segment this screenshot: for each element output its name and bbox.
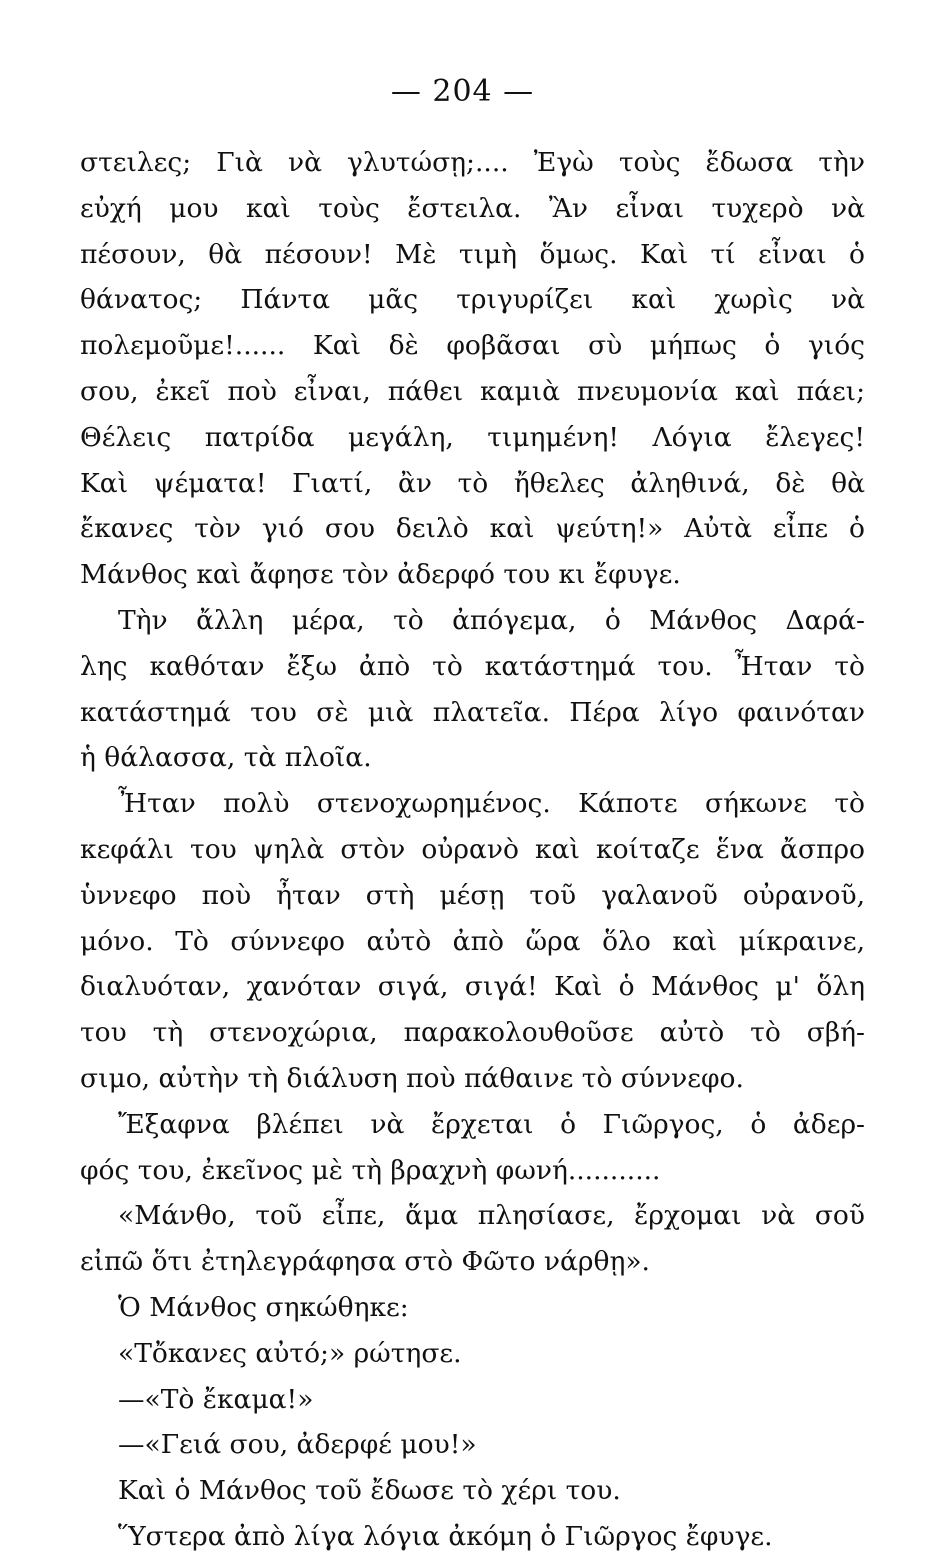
- text-line: «Τὄκανες αὐτό;» ρώτησε.: [118, 1337, 462, 1369]
- text-line: Ἔξαφνα βλέπει νὰ ἔρχεται ὁ Γιῶργος, ὁ ἀδερ-: [118, 1108, 865, 1140]
- text-line: ἔκανες τὸν γιό σου δειλὸ καὶ ψεύτη!» Αὐτὰ εἶπε ὁ: [80, 513, 865, 545]
- text-line: μόνο. Τὸ σύννεφο αὐτὸ ἀπὸ ὥρα ὅλο καὶ μίκραινε,: [80, 925, 865, 957]
- text-line: Μάνθος καὶ ἄφησε τὸν ἀδερφό του κι ἔφυγε.: [80, 559, 681, 591]
- text-line: στειλες; Γιὰ νὰ γλυτώσῃ;.... Ἐγὼ τοὺς ἔδωσα τὴν: [80, 147, 865, 178]
- text-line: «Μάνθο, τοῦ εἶπε, ἅμα πλησίασε, ἔρχομαι νὰ σοῦ: [118, 1200, 865, 1232]
- text-line: σου, ἐκεῖ ποὺ εἶναι, πάθει καμιὰ πνευμονία καὶ πάει;: [80, 375, 865, 407]
- text-line: σιμο, αὐτὴν τὴ διάλυση ποὺ πάθαινε τὸ σύννεφο.: [80, 1062, 744, 1094]
- text-line: —«Τὸ ἔκαμα!»: [118, 1383, 314, 1415]
- text-line: κατάστημά του σὲ μιὰ πλατεῖα. Πέρα λίγο φαινόταν: [80, 696, 865, 728]
- text-line: πολεμοῦμε!...... Καὶ δὲ φοβᾶσαι σὺ μήπως ὁ γιός: [80, 330, 865, 362]
- text-line: Θέλεις πατρίδα μεγάλη, τιμημένη! Λόγια ἔλεγες!: [80, 421, 865, 453]
- text-line: Ὕστερα ἀπὸ λίγα λόγια ἀκόμη ὁ Γιῶργος ἔφυγε.: [118, 1520, 773, 1552]
- text-line: εὐχή μου καὶ τοὺς ἔστειλα. Ἂν εἶναι τυχερὸ νὰ: [80, 192, 865, 224]
- text-line: Ὁ Μάνθος σηκώθηκε:: [118, 1291, 409, 1323]
- text-line: Τὴν ἄλλη μέρα, τὸ ἀπόγεμα, ὁ Μάνθος Δαρά-: [118, 604, 865, 636]
- body-text: [80, 140, 865, 1560]
- text-line: Καὶ ψέματα! Γιατί, ἂν τὸ ἤθελες ἀληθινά, δὲ θὰ: [80, 467, 865, 499]
- text-line: λης καθόταν ἔξω ἀπὸ τὸ κατάστημά του. Ἦταν τὸ: [80, 650, 865, 682]
- text-line: —«Γειά σου, ἀδερφέ μου!»: [118, 1429, 477, 1461]
- text-line: ὑννεφο ποὺ ἦταν στὴ μέσῃ τοῦ γαλανοῦ οὐρανοῦ,: [80, 879, 865, 911]
- page-number: — 204 —: [390, 74, 535, 109]
- text-line: Καὶ ὁ Μάνθος τοῦ ἔδωσε τὸ χέρι του.: [118, 1475, 621, 1507]
- text-line: φός του, ἐκεῖνος μὲ τὴ βραχνὴ φωνή...........: [80, 1154, 661, 1186]
- text-line: Ἦταν πολὺ στενοχωρημένος. Κάποτε σήκωνε τὸ: [118, 788, 865, 820]
- text-line: διαλυόταν, χανόταν σιγά, σιγά! Καὶ ὁ Μάνθος μ' ὅλη: [80, 971, 865, 1003]
- text-line: εἰπῶ ὅτι ἐτηλεγράφησα στὸ Φῶτο νάρθῃ».: [80, 1246, 650, 1278]
- text-line: θάνατος; Πάντα μᾶς τριγυρίζει καὶ χωρὶς νὰ: [80, 284, 865, 316]
- text-line: ἡ θάλασσα, τὰ πλοῖα.: [80, 742, 372, 774]
- text-line: πέσουν, θὰ πέσουν! Μὲ τιμὴ ὅμως. Καὶ τί εἶναι ὁ: [80, 238, 865, 270]
- text-line: κεφάλι του ψηλὰ στὸν οὐρανὸ καὶ κοίταζε ἕνα ἄσπρο: [80, 833, 865, 865]
- text-line: του τὴ στενοχώρια, παρακολουθοῦσε αὐτὸ τὸ σβή-: [80, 1017, 865, 1049]
